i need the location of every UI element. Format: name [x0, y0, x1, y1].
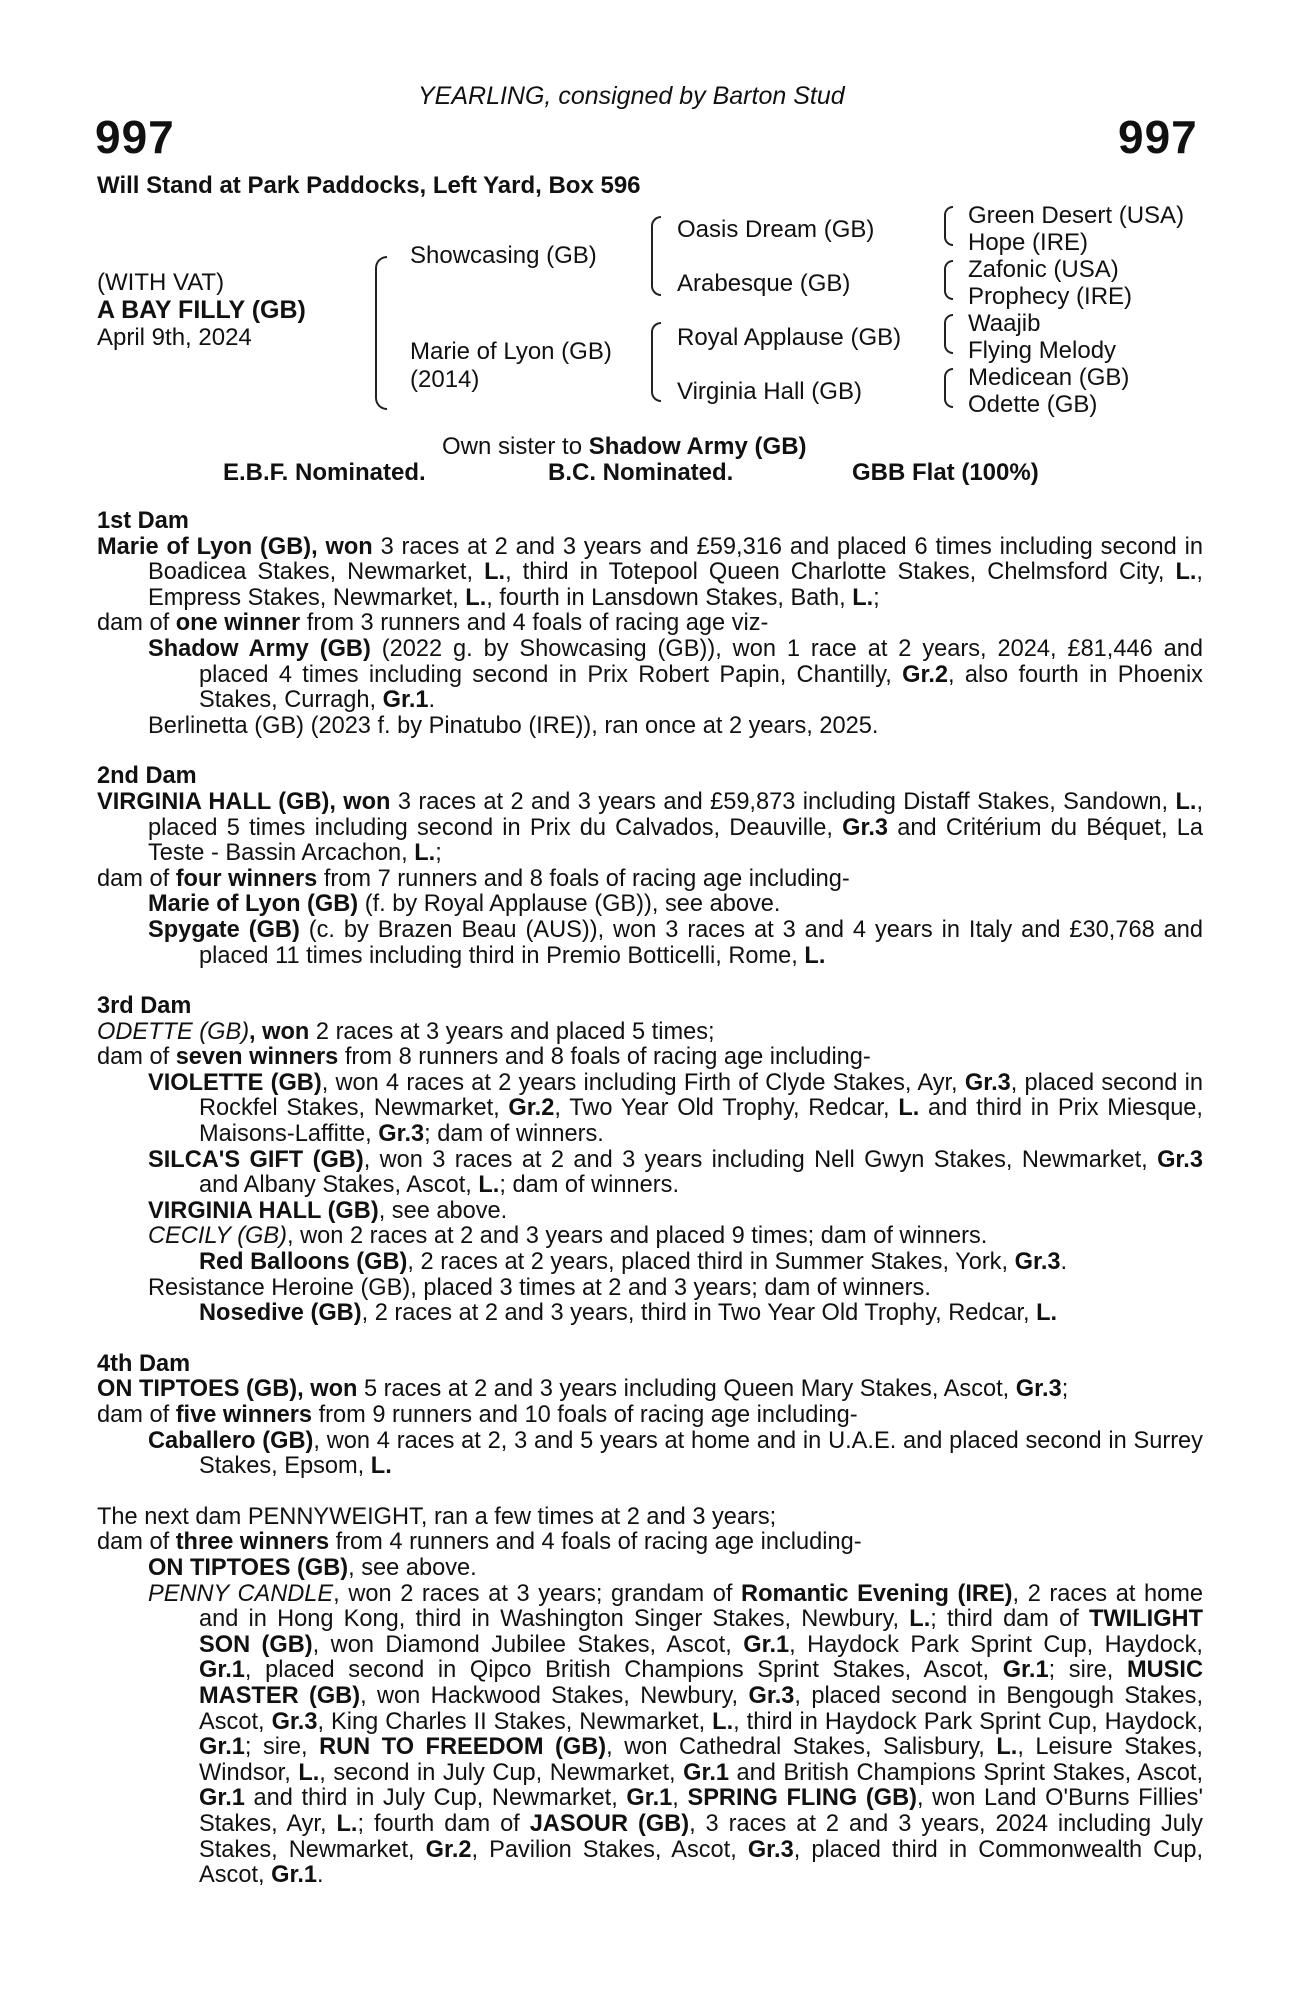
lot-number-right: 997 [1118, 111, 1198, 163]
pedigree-dam: Marie of Lyon (GB) [410, 338, 612, 365]
pedigree-sds: Zafonic (USA) [968, 256, 1119, 283]
third-dam-produce-summary: dam of seven winners from 8 runners and 8 foals of racing age including- [97, 1044, 871, 1071]
brace-dam [651, 322, 661, 402]
first-dam-heading: 1st Dam [97, 508, 189, 534]
fourth-dam-produce-summary: dam of five winners from 9 runners and 10 foals of racing age including- [97, 1402, 858, 1428]
produce-entry: Berlinetta (GB) (2023 f. by Pinatubo (IRE)), ran once at 2 years, 2025. [148, 712, 879, 739]
produce-entry: PENNY CANDLE, won 2 races at 3 years; grandam of Romantic Evening (IRE), 2 races at home and in Hong Kong, third in Washington Singer Stakes, Newbury, L.; third dam of TWILIGHT SON (GB), won Diamond Jubilee Stakes, Ascot, Gr.1, Haydock Park Sprint Cup, Haydock, Gr.1, placed second in Qipco British Champions Sprint Stakes, Ascot, Gr.1; sire, MUSIC MASTER (GB), won Hackwood Stakes, Newbury, Gr.3, placed second in Bengough Stakes, Ascot, Gr.3, King Charles II Stakes, Newmarket, L., third in Haydock Park Sprint Cup, Haydock, Gr.1; sire, RUN TO FREEDOM (GB), won Cathedral Stakes, Salisbury, L., Leisure Stakes, Windsor, L., second in July Cup, Newmarket, Gr.1 and British Champions Sprint Stakes, Ascot, Gr.1 and third in July Cup, Newmarket, Gr.1, SPRING FLING (GB), won Land O'Burns Fillies' Stakes, Ayr, L.; fourth dam of JASOUR (GB), 3 races at 2 and 3 years, 2024 including July Stakes, Newmarket, Gr.2, Pavilion Stakes, Ascot, Gr.3, placed third in Commonwealth Cup, Ascot, Gr.1. [148, 1580, 1204, 1889]
fourth-dam-heading: 4th Dam [97, 1350, 191, 1377]
produce-entry: ON TIPTOES (GB), see above. [148, 1554, 477, 1581]
produce-entry: Resistance Heroine (GB), placed 3 times at 2 and 3 years; dam of winners. [148, 1274, 931, 1301]
lot-name: A BAY FILLY (GB) [97, 296, 306, 324]
pedigree-sdd: Prophecy (IRE) [968, 283, 1133, 310]
second-dam-heading: 2nd Dam [97, 763, 197, 790]
pedigree-sire: Showcasing (GB) [410, 242, 597, 269]
produce-entry: Marie of Lyon (GB) (f. by Royal Applause (GB)), see above. [148, 891, 781, 918]
brace-main [375, 256, 387, 410]
produce-entry: VIOLETTE (GB), won 4 races at 2 years including Firth of Clyde Stakes, Ayr, Gr.3, placed second in Rockfel Stakes, Newmarket, Gr.2, Two Year Old Trophy, Redcar, L. and third in Prix Miesque, Maisons-Laffitte, Gr.3; dam of winners. [148, 1069, 1203, 1148]
produce-entry: SILCA'S GIFT (GB), won 3 races at 2 and 3 years including Nell Gwyn Stakes, Newmarket, Gr.3 and Albany Stakes, Ascot, L.; dam of winners. [148, 1146, 1203, 1199]
produce-entry: CECILY (GB), won 2 races at 2 and 3 years and placed 9 times; dam of winners. [148, 1223, 988, 1250]
pedigree-dds: Medicean (GB) [968, 364, 1130, 391]
ebf-nomination: E.B.F. Nominated. [223, 459, 426, 486]
pedigree-dam-year: (2014) [410, 366, 480, 393]
vat-note: (WITH VAT) [97, 269, 225, 296]
lot-number-left: 997 [95, 111, 175, 163]
foaling-date: April 9th, 2024 [97, 324, 252, 351]
consignor-line: YEARLING, consigned by Barton Stud [418, 82, 845, 110]
first-dam-record: Marie of Lyon (GB), won 3 races at 2 and 3 years and £59,316 and placed 6 times including second in Boadicea Stakes, Newmarket, L., third in Totepool Queen Charlotte Stakes, Chelmsford City, L., Empress Stakes, Newmarket, L., fourth in Lansdown Stakes, Bath, L.; [97, 533, 1203, 611]
next-dam-record: The next dam PENNYWEIGHT, ran a few times at 2 and 3 years; [97, 1503, 777, 1530]
second-dam-record: VIRGINIA HALL (GB), won 3 races at 2 and 3 years and £59,873 including Distaff Stakes, Sandown, L., placed 5 times including second in Prix du Calvados, Deauville, Gr.3 and Critérium du Béquet, La Teste - Bassin Arcachon, L.; [97, 788, 1203, 867]
produce-record [97, 509, 1203, 1889]
bc-nomination: B.C. Nominated. [548, 459, 734, 486]
first-dam-produce-summary: dam of one winner from 3 runners and 4 foals of racing age viz- [97, 610, 769, 637]
first-dam-name: Marie of Lyon (GB) [97, 533, 312, 560]
brace-ds [944, 314, 953, 354]
second-dam-produce-summary: dam of four winners from 7 runners and 8 foals of racing age including- [97, 865, 850, 892]
brace-ss [944, 206, 953, 246]
pedigree-ssd: Hope (IRE) [968, 229, 1089, 256]
pedigree-dsd: Flying Melody [968, 337, 1117, 364]
pedigree-ss: Oasis Dream (GB) [677, 216, 875, 243]
own-sister-name: Shadow Army (GB) [588, 433, 807, 460]
own-sister-prefix: Own sister to [442, 433, 589, 460]
pedigree-dd: Virginia Hall (GB) [677, 378, 862, 405]
third-dam-heading: 3rd Dam [97, 993, 192, 1020]
own-sister-note [442, 433, 807, 461]
grandproduce-entry: Red Balloons (GB), 2 races at 2 years, placed third in Summer Stakes, York, Gr.3. [199, 1249, 1068, 1276]
produce-entry: Spygate (GB) (c. by Brazen Beau (AUS)), won 3 races at 3 and 4 years in Italy and £30,768 and placed 11 times including third in Premio Botticelli, Rome, L. [148, 916, 1203, 969]
produce-entry: VIRGINIA HALL (GB), see above. [148, 1197, 508, 1224]
third-dam-record: ODETTE (GB), won 2 races at 3 years and placed 5 times; [97, 1018, 715, 1045]
grandproduce-entry: Nosedive (GB), 2 races at 2 and 3 years, third in Two Year Old Trophy, Redcar, L. [199, 1300, 1058, 1327]
fourth-dam-record: ON TIPTOES (GB), won 5 races at 2 and 3 years including Queen Mary Stakes, Ascot, Gr.3; [97, 1376, 1069, 1403]
brace-dd [944, 368, 953, 408]
stand-location: Will Stand at Park Paddocks, Left Yard, Box 596 [97, 172, 641, 199]
gbb-flat: GBB Flat (100%) [852, 459, 1039, 486]
brace-sd [944, 260, 953, 300]
pedigree-sss: Green Desert (USA) [968, 202, 1185, 229]
produce-entry: Caballero (GB), won 4 races at 2, 3 and 5 years at home and in U.A.E. and placed second in Surrey Stakes, Epsom, L. [148, 1427, 1203, 1480]
pedigree-ddd: Odette (GB) [968, 391, 1098, 418]
pedigree-ds: Royal Applause (GB) [677, 324, 902, 351]
next-dam-produce-summary: dam of three winners from 4 runners and 4 foals of racing age including- [97, 1529, 862, 1556]
pedigree-sd: Arabesque (GB) [677, 270, 851, 297]
brace-sire [651, 216, 661, 296]
produce-entry: Shadow Army (GB) (2022 g. by Showcasing (GB)), won 1 race at 2 years, 2024, £81,446 and placed 4 times including second in Prix Robert Papin, Chantilly, Gr.2, also fourth in Phoenix Stakes, Curragh, Gr.1. [148, 635, 1204, 714]
pedigree-dss: Waajib [968, 310, 1041, 337]
